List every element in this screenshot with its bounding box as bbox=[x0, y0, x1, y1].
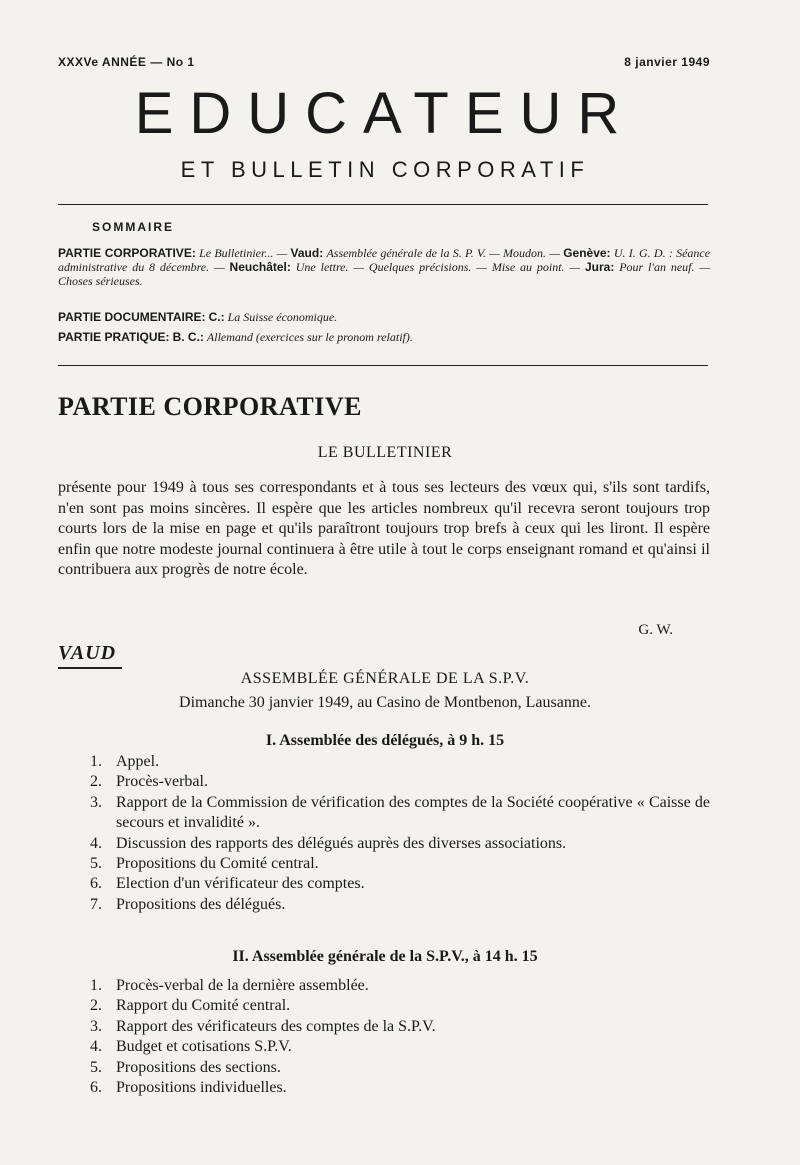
list-item: 1. Procès-verbal de la dernière assemblée. bbox=[90, 977, 369, 994]
assembly-title: ASSEMBLÉE GÉNÉRALE DE LA S.P.V. bbox=[240, 670, 530, 687]
summary-label-corporative: PARTIE CORPORATIVE: bbox=[58, 246, 196, 260]
summary-documentaire bbox=[58, 310, 710, 324]
article-title: LE BULLETINIER bbox=[317, 444, 453, 461]
summary-text: Pour l'an neuf. — Choses sérieuses. bbox=[58, 260, 711, 288]
article-body: présente pour 1949 à tous ses correspondants et à tous ses lecteurs des vœux qui, s'ils sont tardifs, n'en sont pas moins sincères. Il espère que les articles nombreux qu'il recevra seront toujours trop courts lors de la mise en page et qu'ils paraîtront toujours trop brefs à ceux qui les liront. Il espère enfin que notre modeste journal continuera à être utile à tout le corps enseignant romand et qu'ainsi il contribuera aux progrès de notre école. bbox=[58, 479, 710, 578]
summary-text: Le Bulletinier... — bbox=[199, 246, 291, 260]
summary-label-vaud: Vaud: bbox=[290, 246, 324, 260]
list-item: 4. Discussion des rapports des délégués auprès des diverses associations. bbox=[90, 834, 567, 852]
part1-title: I. Assemblée des délégués, à 9 h. 15 bbox=[265, 732, 505, 749]
summary-text: Allemand (exercices sur le pronom relatif). bbox=[206, 330, 413, 344]
summary-label-jura: Jura: bbox=[584, 260, 615, 274]
list-item: 3. Rapport de la Commission de vérification des comptes de la Société coopérative « Caisse de secours et invalidité ». bbox=[90, 793, 710, 832]
sommaire-divider bbox=[58, 365, 708, 366]
list-item: 7. Propositions des délégués. bbox=[90, 895, 286, 913]
section-title: PARTIE CORPORATIVE bbox=[58, 392, 362, 421]
issue-number: XXXVe ANNÉE — No 1 bbox=[58, 55, 195, 69]
summary-corporative bbox=[58, 246, 710, 288]
summary-label-geneve: Genève: bbox=[563, 246, 611, 260]
summary-author: B. C.: bbox=[172, 330, 204, 344]
masthead-title: EDUCATEUR bbox=[134, 81, 636, 146]
list-item: 4. Budget et cotisations S.P.V. bbox=[90, 1038, 292, 1056]
list-item: 6. Election d'un vérificateur des comptes. bbox=[90, 875, 365, 893]
vaud-underline bbox=[58, 667, 122, 669]
vaud-heading: VAUD bbox=[58, 642, 117, 664]
summary-label-neuchatel: Neuchâtel: bbox=[229, 260, 291, 274]
list-item: 5. Propositions des sections. bbox=[90, 1058, 281, 1076]
summary-text: La Suisse économique. bbox=[227, 310, 338, 324]
summary-text: Une lettre. — Quelques précisions. — Mise au point. — bbox=[295, 260, 585, 274]
list-item: 6. Propositions individuelles. bbox=[90, 1079, 287, 1097]
summary-label-pratique: PARTIE PRATIQUE: bbox=[58, 330, 170, 344]
part2-agenda bbox=[90, 976, 710, 1098]
list-item: 5. Propositions du Comité central. bbox=[90, 855, 319, 873]
summary-text: Assemblée générale de la S. P. V. — Moudon. — bbox=[326, 246, 564, 260]
masthead-divider bbox=[58, 204, 708, 205]
list-item: 2. Procès-verbal. bbox=[90, 773, 208, 791]
part1-agenda bbox=[90, 752, 710, 915]
summary-label-documentaire: PARTIE DOCUMENTAIRE: bbox=[58, 310, 206, 324]
issue-date: 8 janvier 1949 bbox=[624, 55, 710, 69]
list-item: 1. Appel. bbox=[90, 753, 160, 770]
summary-text: U. I. G. D. : Séance administrative du 8 décembre. — bbox=[58, 246, 711, 274]
sommaire-heading: SOMMAIRE bbox=[92, 220, 174, 234]
summary-pratique bbox=[58, 330, 710, 344]
list-item: 3. Rapport des vérificateurs des comptes de la S.P.V. bbox=[90, 1017, 436, 1035]
article-signature: G. W. bbox=[638, 622, 673, 638]
part2-title: II. Assemblée générale de la S.P.V., à 14 h. 15 bbox=[232, 948, 538, 965]
summary-author: C.: bbox=[208, 310, 225, 324]
list-item: 2. Rapport du Comité central. bbox=[90, 997, 291, 1015]
assembly-date: Dimanche 30 janvier 1949, au Casino de Montbenon, Lausanne. bbox=[179, 694, 591, 711]
masthead-subtitle: ET BULLETIN CORPORATIF bbox=[180, 157, 590, 182]
